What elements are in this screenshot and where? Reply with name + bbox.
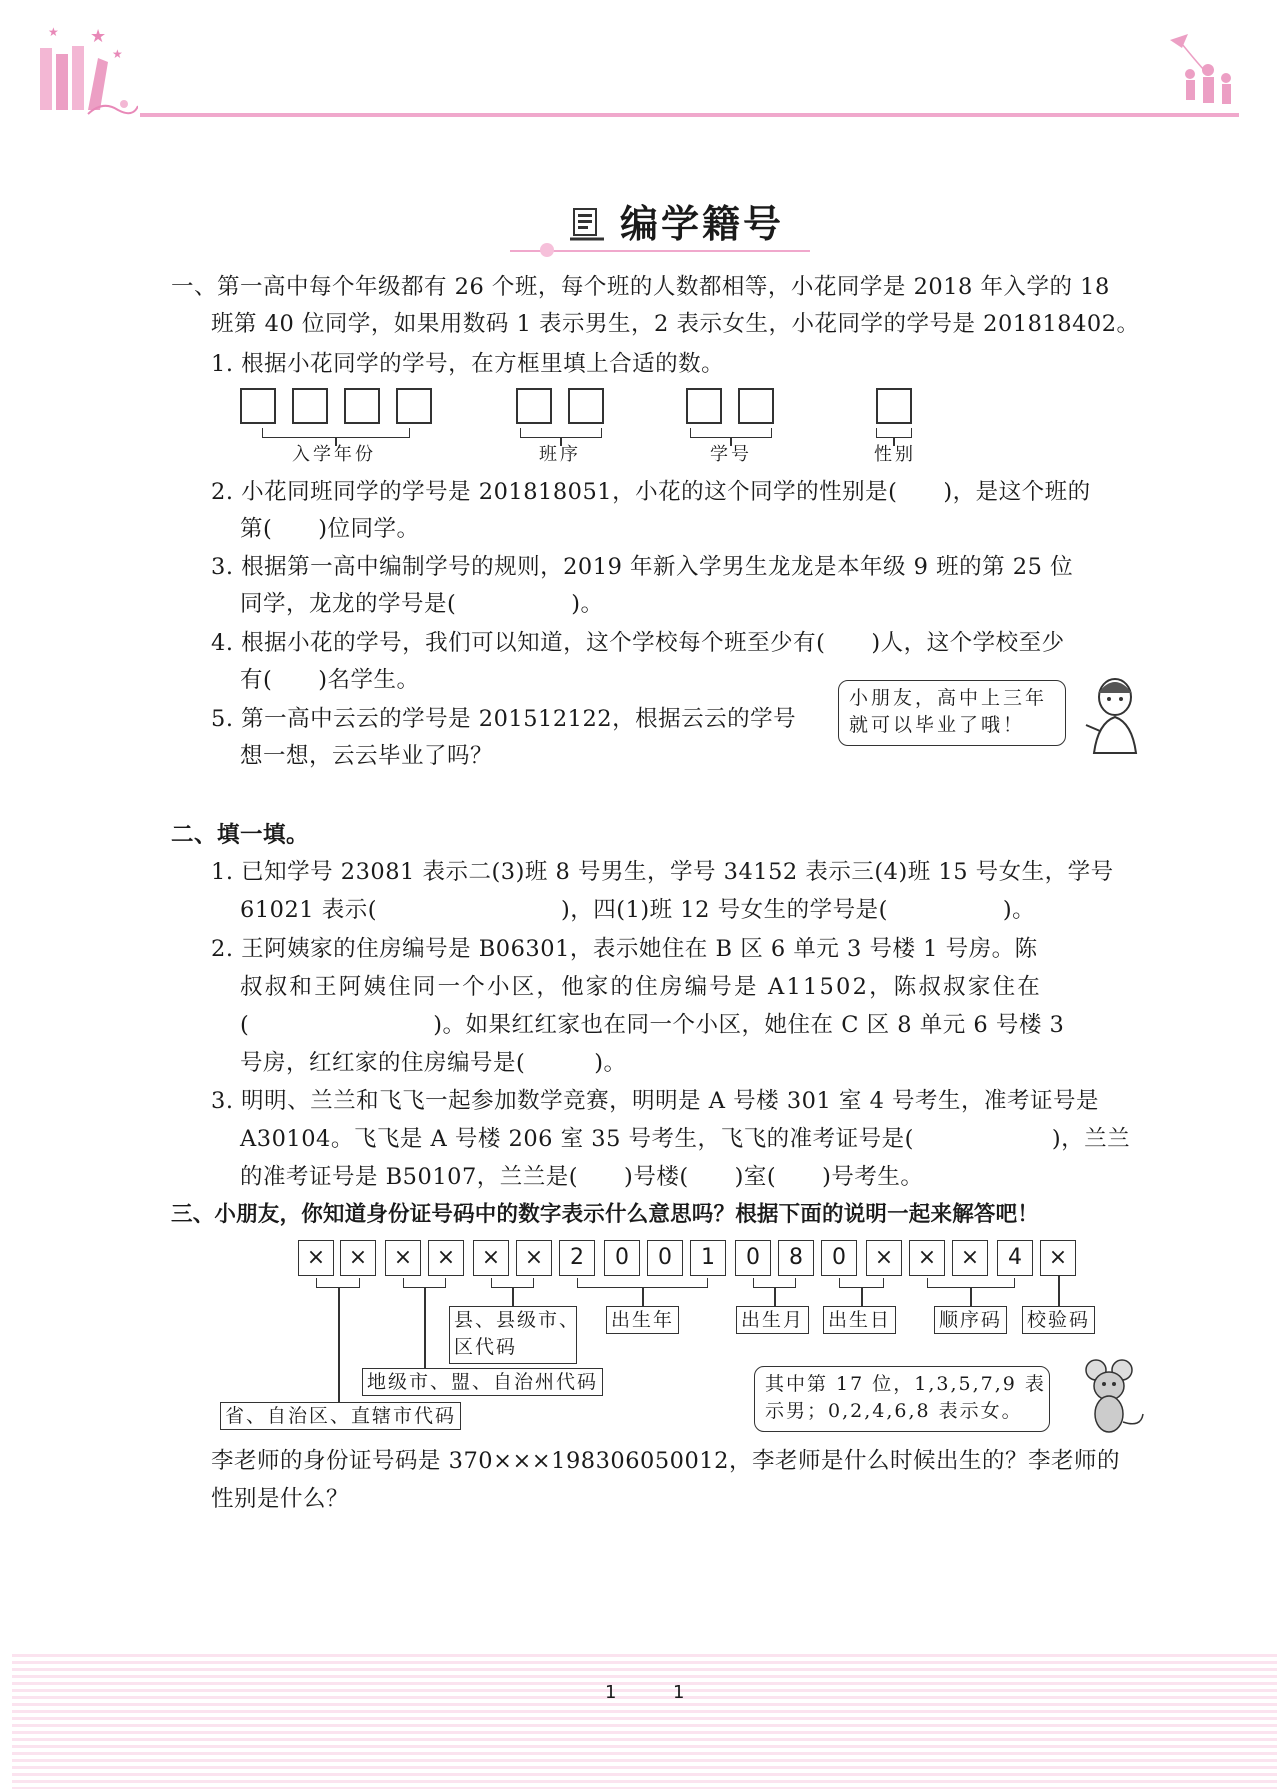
id-digit: 4 xyxy=(997,1240,1033,1276)
label-birth-day: 出生日 xyxy=(823,1306,896,1334)
s3-question-line1: 李老师的身份证号码是 370×××198306050012，李老师是什么时候出生的？李老师的 xyxy=(211,1448,1120,1474)
answer-box-year-2[interactable] xyxy=(292,388,328,424)
answer-box-seat-1[interactable] xyxy=(686,388,722,424)
id-digit: × xyxy=(298,1240,334,1276)
s1-q2-line1: 2. 小花同班同学的学号是 201818051，小花的这个同学的性别是( )，是这个班的 xyxy=(211,479,1091,505)
answer-box-class-1[interactable] xyxy=(516,388,552,424)
s2-q2-line2: 叔叔和王阿姨住同一个小区，他家的住房编号是 A11502，陈叔叔家住在 xyxy=(240,974,1042,1000)
header-rule xyxy=(140,113,1239,117)
s1-intro-line2: 班第 40 位同学，如果用数码 1 表示男生，2 表示女生，小花同学的学号是 201818402。 xyxy=(211,311,1140,337)
brace-year xyxy=(262,428,410,438)
s2-q1-line1: 1. 已知学号 23081 表示二(3)班 8 号男生，学号 34152 表示三(4)班 15 号女生，学号 xyxy=(211,859,1114,885)
label-year: 入学年份 xyxy=(292,444,376,465)
id-digit: 0 xyxy=(821,1240,857,1276)
id-digit: 0 xyxy=(735,1240,771,1276)
label-city-code: 地级市、盟、自治州代码 xyxy=(362,1368,603,1396)
id-digit: 1 xyxy=(690,1240,726,1276)
s1-q3-line1: 3. 根据第一高中编制学号的规则，2019 年新入学男生龙龙是本年级 9 班的第 25 位 xyxy=(211,554,1074,580)
page-title: 编学籍号 xyxy=(620,202,785,246)
label-class: 班序 xyxy=(539,444,581,465)
answer-box-year-1[interactable] xyxy=(240,388,276,424)
kids-kite-icon xyxy=(1160,30,1240,115)
s2-q2-line3: ( )。如果红红家也在同一个小区，她住在 C 区 8 单元 6 号楼 3 xyxy=(240,1012,1065,1038)
answer-box-year-4[interactable] xyxy=(396,388,432,424)
svg-text:★: ★ xyxy=(90,26,107,47)
label-birth-month: 出生月 xyxy=(736,1306,809,1334)
brace-class xyxy=(520,428,602,438)
s2-q3-line3: 的准考证号是 B50107，兰兰是( )号楼( )室( )号考生。 xyxy=(240,1164,924,1190)
s1-q4-line2: 有( )名学生。 xyxy=(240,667,420,693)
s1-q5-line2: 想一想，云云毕业了吗？ xyxy=(240,743,494,769)
s2-q3-line1: 3. 明明、兰兰和飞飞一起参加数学竞赛，明明是 A 号楼 301 室 4 号考生，准考证号是 xyxy=(211,1088,1100,1114)
id-digit: 0 xyxy=(604,1240,640,1276)
svg-text:★: ★ xyxy=(112,47,123,61)
brace-gender xyxy=(876,428,912,438)
teacher-cartoon-icon xyxy=(1080,675,1150,755)
s2-heading: 二、填一填。 xyxy=(171,822,310,848)
answer-box-year-3[interactable] xyxy=(344,388,380,424)
id-digit: × xyxy=(385,1240,421,1276)
header-logo xyxy=(28,18,138,118)
svg-text:★: ★ xyxy=(48,25,59,39)
s1-q4-line1: 4. 根据小花的学号，我们可以知道，这个学校每个班至少有( )人，这个学校至少 xyxy=(211,630,1065,656)
id-digit: × xyxy=(909,1240,945,1276)
s2-q1-line2: 61021 表示( )，四(1)班 12 号女生的学号是( )。 xyxy=(240,897,1036,923)
id-digit: × xyxy=(516,1240,552,1276)
footer-band xyxy=(12,1654,1277,1789)
s2-q3-line2: A30104。飞飞是 A 号楼 206 室 35 号考生，飞飞的准考证号是( )，兰兰 xyxy=(240,1126,1131,1152)
id-digit: × xyxy=(1040,1240,1076,1276)
s2-q2-line1: 2. 王阿姨家的住房编号是 B06301，表示她住在 B 区 6 单元 3 号楼 1 号房。陈 xyxy=(211,936,1038,962)
s1-intro-line1: 一、第一高中每个年级都有 26 个班，每个班的人数都相等，小花同学是 2018 年入学的 18 xyxy=(171,274,1110,300)
id-digit: 8 xyxy=(778,1240,814,1276)
title-dot xyxy=(540,243,554,257)
s2-q2-line4: 号房，红红家的住房编号是( )。 xyxy=(240,1050,627,1076)
s1-q5-line1: 5. 第一高中云云的学号是 201512122，根据云云的学号 xyxy=(211,706,797,732)
id-digit: 0 xyxy=(647,1240,683,1276)
id-digit: × xyxy=(473,1240,509,1276)
hint-bubble-graduation: 小朋友，高中上三年 就可以毕业了哦！ xyxy=(838,680,1066,746)
answer-box-gender[interactable] xyxy=(876,388,912,424)
page-number-right: 1 xyxy=(673,1682,685,1703)
label-sequence-code: 顺序码 xyxy=(934,1306,1007,1334)
title-icon xyxy=(568,205,606,243)
id-digit: × xyxy=(866,1240,902,1276)
label-province-code: 省、自治区、直辖市代码 xyxy=(220,1402,461,1430)
label-birth-year: 出生年 xyxy=(606,1306,679,1334)
brace-seat xyxy=(690,428,772,438)
id-digit: × xyxy=(952,1240,988,1276)
id-digit: × xyxy=(428,1240,464,1276)
id-digit: × xyxy=(340,1240,376,1276)
label-check-code: 校验码 xyxy=(1022,1306,1095,1334)
label-gender: 性别 xyxy=(874,444,916,465)
s3-heading: 三、小朋友，你知道身份证号码中的数字表示什么意思吗？根据下面的说明一起来解答吧！ xyxy=(171,1202,1040,1227)
page-number-left: 1 xyxy=(605,1682,617,1703)
label-county-code: 县、县级市、 区代码 xyxy=(449,1306,577,1364)
answer-box-seat-2[interactable] xyxy=(738,388,774,424)
title-underline xyxy=(510,250,810,252)
id-digit: 2 xyxy=(559,1240,595,1276)
answer-box-class-2[interactable] xyxy=(568,388,604,424)
mouse-cartoon-icon xyxy=(1076,1356,1148,1438)
s3-question-line2: 性别是什么？ xyxy=(211,1486,350,1512)
label-seat: 学号 xyxy=(710,444,752,465)
s1-q1: 1. 根据小花同学的学号，在方框里填上合适的数。 xyxy=(211,351,725,377)
hint-bubble-gender-digit: 其中第 17 位，1,3,5,7,9 表 示男；0,2,4,6,8 表示女。 xyxy=(754,1366,1050,1432)
s1-q2-line2: 第( )位同学。 xyxy=(240,516,420,542)
s1-q3-line2: 同学，龙龙的学号是( )。 xyxy=(240,591,604,617)
